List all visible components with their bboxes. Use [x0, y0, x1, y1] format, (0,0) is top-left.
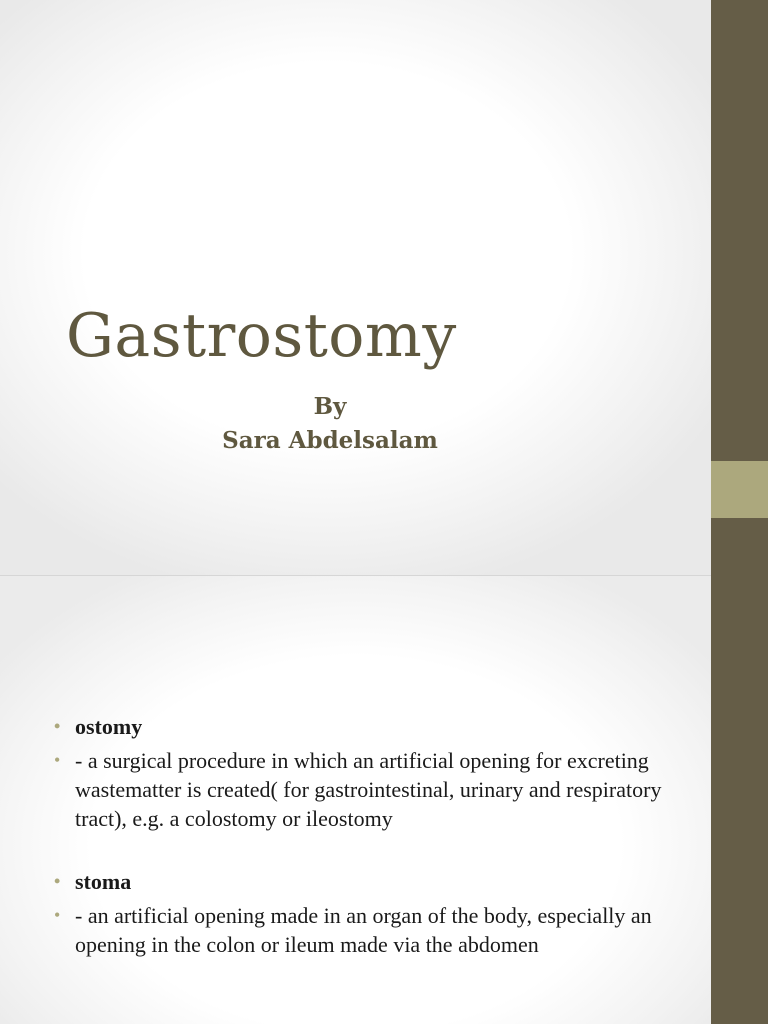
term-stoma: stoma [75, 869, 132, 894]
list-item [54, 746, 674, 833]
definitions-list [54, 712, 674, 964]
definition-stoma: - an artificial opening made in an organ of the body, especially an opening in the colon or ileum made via the abdomen [75, 903, 652, 957]
sidebar-accent-block [711, 461, 768, 518]
by-label: By [313, 393, 347, 420]
bullet-icon: • [54, 716, 61, 736]
list-item [54, 867, 674, 896]
slide-subtitle [150, 390, 510, 458]
author-name: Sara Abdelsalam [222, 427, 438, 454]
bullet-icon: • [54, 750, 61, 770]
term-ostomy: ostomy [75, 714, 143, 739]
bullet-icon: • [54, 905, 61, 925]
bullet-icon: • [54, 871, 61, 891]
list-item [54, 901, 674, 959]
list-item [54, 712, 674, 741]
definition-ostomy: - a surgical procedure in which an artificial opening for excreting wastematter is created( for gastrointestinal, urinary and respiratory tract), e.g. a colostomy or ileostomy [75, 748, 662, 831]
slide-title: Gastrostomy [66, 301, 457, 371]
